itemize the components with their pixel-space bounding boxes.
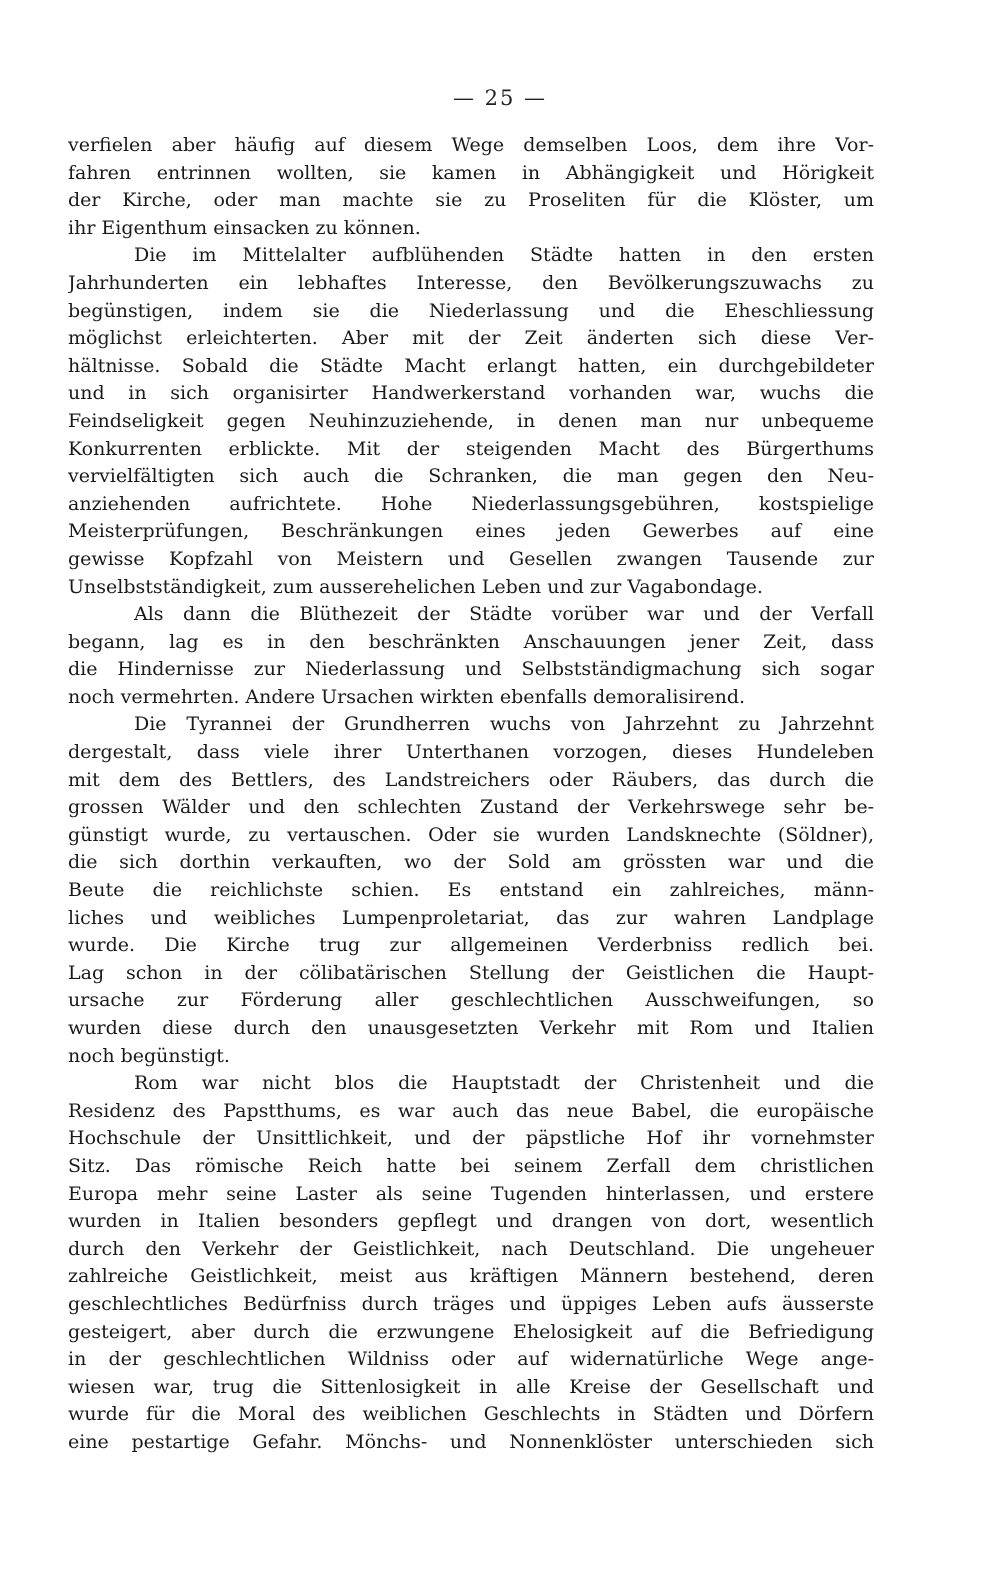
text-line: durch den Verkehr der Geistlichkeit, nach Deutschland. Die ungeheuer bbox=[68, 1237, 874, 1260]
text-line: die Hindernisse zur Niederlassung und Selbstständigmachung sich sogar bbox=[68, 658, 874, 681]
text-line: möglichst erleichterten. Aber mit der Zeit änderten sich diese Ver- bbox=[68, 327, 874, 350]
text-line: Unselbstständigkeit, zum ausserehelichen Leben und zur Vagabondage. bbox=[68, 575, 763, 598]
text-line: Europa mehr seine Laster als seine Tugenden hinterlassen, und erstere bbox=[68, 1182, 874, 1205]
text-line: zahlreiche Geistlichkeit, meist aus kräftigen Männern bestehend, deren bbox=[68, 1265, 874, 1288]
text-line: begünstigen, indem sie die Niederlassung und die Eheschliessung bbox=[68, 299, 874, 322]
text-line: Rom war nicht blos die Hauptstadt der Christenheit und die bbox=[134, 1072, 874, 1095]
page-number-header: — 25 — bbox=[452, 86, 548, 110]
text-line: eine pestartige Gefahr. Mönchs- und Nonnenklöster unterschieden sich bbox=[68, 1430, 874, 1453]
text-line: mit dem des Bettlers, des Landstreichers oder Räubers, das durch die bbox=[68, 768, 874, 791]
text-line: Sitz. Das römische Reich hatte bei seinem Zerfall dem christlichen bbox=[68, 1154, 874, 1177]
text-line: vervielfältigten sich auch die Schranken, die man gegen den Neu- bbox=[68, 465, 874, 488]
text-line: Als dann die Blüthezeit der Städte vorüber war und der Verfall bbox=[134, 603, 874, 626]
text-line: fahren entrinnen wollten, sie kamen in Abhängigkeit und Hörigkeit bbox=[68, 161, 874, 184]
text-line: Beute die reichlichste schien. Es entstand ein zahlreiches, männ- bbox=[68, 879, 874, 902]
text-line: Jahrhunderten ein lebhaftes Interesse, den Bevölkerungszuwachs zu bbox=[68, 271, 874, 294]
text-line: dergestalt, dass viele ihrer Unterthanen vorzogen, dieses Hundeleben bbox=[68, 741, 874, 764]
text-line: grossen Wälder und den schlechten Zustand der Verkehrswege sehr be- bbox=[68, 796, 874, 819]
text-line: noch vermehrten. Andere Ursachen wirkten ebenfalls demoralisirend. bbox=[68, 685, 746, 708]
text-line: hältnisse. Sobald die Städte Macht erlangt hatten, ein durchgebildeter bbox=[68, 354, 874, 377]
text-line: gewisse Kopfzahl von Meistern und Gesellen zwangen Tausende zur bbox=[68, 547, 874, 570]
text-line: ihr Eigenthum einsacken zu können. bbox=[68, 216, 421, 239]
text-line: liches und weibliches Lumpenproletariat, das zur wahren Landplage bbox=[68, 906, 874, 929]
text-line: wurden diese durch den unausgesetzten Verkehr mit Rom und Italien bbox=[68, 1017, 874, 1039]
text-line: Feindseligkeit gegen Neuhinzuziehende, in denen man nur unbequeme bbox=[68, 409, 874, 432]
text-line: Die im Mittelalter aufblühenden Städte hatten in den ersten bbox=[134, 244, 874, 267]
text-line: der Kirche, oder man machte sie zu Proseliten für die Klöster, um bbox=[68, 189, 874, 212]
text-line: wurde. Die Kirche trug zur allgemeinen Verderbniss redlich bei. bbox=[68, 934, 874, 957]
text-line: die sich dorthin verkauften, wo der Sold am grössten war und die bbox=[68, 851, 874, 874]
text-line: ursache zur Förderung aller geschlechtlichen Ausschweifungen, so bbox=[68, 989, 874, 1012]
text-line: in der geschlechtlichen Wildniss oder auf widernatürliche Wege ange- bbox=[68, 1348, 874, 1371]
text-line: Residenz des Papstthums, es war auch das neue Babel, die europäische bbox=[68, 1099, 874, 1122]
text-line: geschlechtliches Bedürfniss durch träges und üppiges Leben aufs äusserste bbox=[68, 1292, 874, 1315]
text-line: Meisterprüfungen, Beschränkungen eines jeden Gewerbes auf eine bbox=[68, 520, 874, 543]
text-line: verfielen aber häufig auf diesem Wege demselben Loos, dem ihre Vor- bbox=[68, 134, 874, 156]
text-line: Lag schon in der cölibatärischen Stellung der Geistlichen die Haupt- bbox=[68, 961, 874, 984]
text-line: Konkurrenten erblickte. Mit der steigenden Macht des Bürgerthums bbox=[68, 437, 874, 460]
text-line: wurden in Italien besonders gepflegt und drangen von dort, wesentlich bbox=[68, 1210, 874, 1233]
text-line: noch begünstigt. bbox=[68, 1044, 230, 1067]
text-line: günstigt wurde, zu vertauschen. Oder sie wurden Landsknechte (Söldner), bbox=[68, 823, 874, 846]
text-line: Die Tyrannei der Grundherren wuchs von Jahrzehnt zu Jahrzehnt bbox=[134, 713, 874, 736]
body-text bbox=[68, 132, 874, 1457]
text-line: Hochschule der Unsittlichkeit, und der päpstliche Hof ihr vornehmster bbox=[68, 1127, 874, 1150]
text-line: begann, lag es in den beschränkten Anschauungen jener Zeit, dass bbox=[68, 630, 874, 653]
text-line: und in sich organisirter Handwerkerstand vorhanden war, wuchs die bbox=[68, 382, 874, 405]
text-line: wurde für die Moral des weiblichen Geschlechts in Städten und Dörfern bbox=[68, 1403, 874, 1426]
text-line: gesteigert, aber durch die erzwungene Ehelosigkeit auf die Befriedigung bbox=[68, 1320, 874, 1343]
text-line: wiesen war, trug die Sittenlosigkeit in alle Kreise der Gesellschaft und bbox=[68, 1375, 874, 1398]
text-line: anziehenden aufrichtete. Hohe Niederlassungsgebühren, kostspielige bbox=[68, 492, 874, 515]
